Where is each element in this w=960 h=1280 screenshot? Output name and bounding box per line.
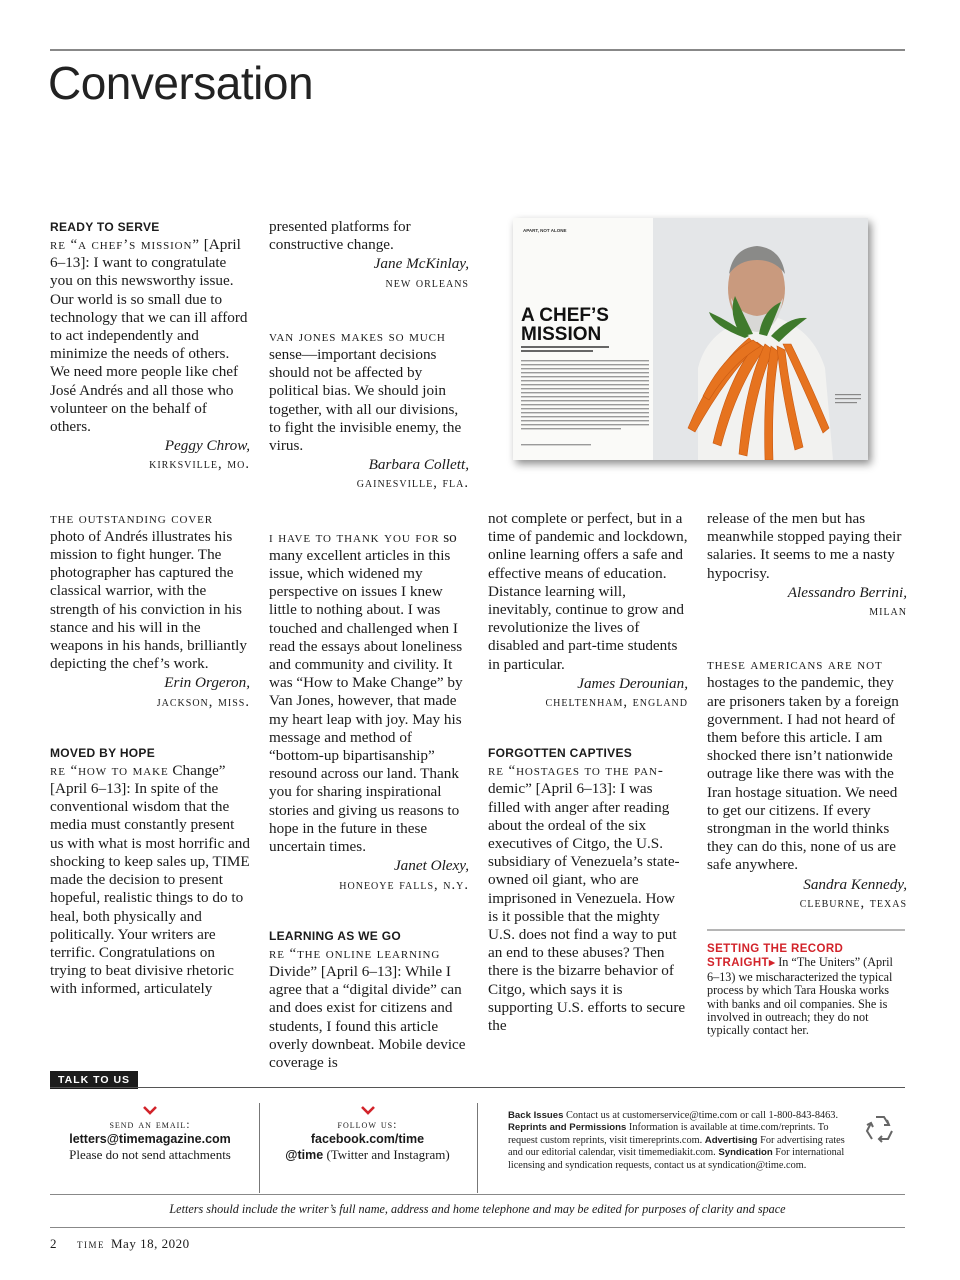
back-issues-label: Back Issues <box>508 1110 564 1121</box>
letter-signature: Alessandro Berrini, <box>787 583 907 601</box>
letter-text: demic” [April 6–13]: I was filled with anger after reading about the ordeal of the six executives of Citgo, the U.S. subsidiary of Venezuela’s state-owned oil giant, who are imprisoned in Venezuela. How is it possible that the mighty U.S. does not find a way to put an end to these abuses? Then there is the bizarre behavior of Citgo, which says it is supporting U.S. efforts to secure the <box>488 780 686 1035</box>
letter-body <box>707 656 907 874</box>
letter-body <box>269 328 469 455</box>
letter-text: so many excellent articles in this issue, which widened my perspective on issues I knew little to nothing about. I was touched and challenged when I read the essays about loneliness and community and civility. It was “How to Make Change” by Van Jones, however, that made my heart leap with joy. May his message and method of “bottom-up bipartisanship” resound across our land. Thank you for sharing inspirational stories and giving us reasons to hope in the future in these uncertain times. <box>269 528 463 856</box>
letters-column-1 <box>50 219 250 999</box>
chevron-down-icon <box>361 1106 375 1115</box>
page-folio <box>50 1236 190 1252</box>
twitter-note: (Twitter and Instagram) <box>323 1147 450 1162</box>
divider <box>259 1103 260 1193</box>
email-address-link[interactable]: letters@timemagazine.com <box>69 1132 231 1146</box>
triangle-right-icon: ▸ <box>768 957 776 970</box>
twitter-handle-link[interactable]: @time <box>285 1148 324 1162</box>
letters-column-3 <box>488 510 688 1035</box>
letter-body <box>269 945 469 1072</box>
email-contact <box>55 1106 245 1162</box>
facebook-link[interactable]: facebook.com/time <box>310 1132 425 1146</box>
back-issues-text: Contact us at customerservice@time.com or call 1-800-843-8463. <box>563 1110 839 1121</box>
letter-location: jackson, miss. <box>156 693 250 710</box>
letter-location: kirksville, mo. <box>149 456 250 473</box>
letter-signature: Jane McKinlay, <box>373 255 469 273</box>
letter-location: cleburne, texas <box>799 894 907 911</box>
reprints-label: Reprints and Permissions <box>508 1122 627 1134</box>
letters-policy-note: Letters should include the writer’s full name, address and home telephone and may be edited for purposes of clarity and space <box>169 1202 786 1216</box>
chef-photo-illustration <box>513 218 868 460</box>
section-heading: FORGOTTEN CAPTIVES <box>488 746 633 761</box>
syndication-text: For international licensing and syndication requests, contact us at syndication@time.com. <box>508 1147 845 1171</box>
spread-headline-line2: MISSION <box>521 324 602 345</box>
letter-body <box>50 510 250 674</box>
letters-column-2 <box>269 218 469 1072</box>
letter-body: release of the men but has meanwhile stopped paying their salaries. It seems to me a nasty hypocrisy. <box>707 510 902 582</box>
letter-lead: re “how to make <box>50 762 169 779</box>
letter-text: [April 6–13]: I want to congratulate you on this newsworthy issue. Our world is so small due to technology that we can ill afford to act independently and minimize the needs of others. We need more people like chef José Andrés and all those who volunteer on the behalf of others. <box>50 236 248 436</box>
letter-body: presented platforms for constructive change. <box>269 218 411 254</box>
letter-lead: re “a chef’s mission” <box>50 237 200 253</box>
advertising-text: For advertising rates and our editorial calendar, visit timemediakit.com. <box>508 1134 845 1159</box>
correction-text: In “The Uniters” (April 6–13) we mischaracterized the typical process by which Tara Houska works with banks and oil companies. She is involved in outreach; they do not typically contact her. <box>707 955 893 1038</box>
letter-lead: the outstanding cover <box>50 510 214 527</box>
article-spread-image <box>513 218 868 460</box>
letter-body <box>50 236 250 436</box>
letter-lead: i have to thank you for <box>269 529 440 546</box>
letter-location: new orleans <box>385 274 469 291</box>
reprints-text: Information is available at time.com/reprints. To request custom reprints, visit timereprints.com. <box>508 1122 829 1146</box>
letter-body <box>50 762 250 999</box>
recycle-icon <box>862 1113 898 1145</box>
footer-rule <box>50 1194 905 1195</box>
letter-lead: re “hostages to the pan- <box>488 763 664 780</box>
spread-kicker: APART, NOT ALONE <box>523 228 567 233</box>
section-heading: READY TO SERVE <box>50 220 160 234</box>
letter-text: hostages to the pandemic, they are prisoners taken by a foreign government. I had not heard of them before this article. I am shocked there isn’t nationwide outrage like there was with the Iran hostage situation. We need to get our citizens. If every strongman in the world thinks they can do this, none of us are safe anywhere. <box>707 674 899 874</box>
magazine-name: time <box>77 1236 105 1251</box>
section-title: Conversation <box>48 57 314 109</box>
social-contact <box>270 1106 465 1163</box>
service-info <box>508 1110 848 1172</box>
letter-signature: Barbara Collett, <box>368 456 469 474</box>
syndication-label: Syndication <box>718 1147 773 1159</box>
advertising-label: Advertising <box>704 1134 758 1146</box>
letter-signature: Janet Olexy, <box>393 857 469 875</box>
divider <box>477 1103 478 1193</box>
letter-lead: van jones makes so much <box>269 328 446 345</box>
section-heading: LEARNING AS WE GO <box>269 928 401 943</box>
correction-heading: SETTING THE RECORD STRAIGHT <box>707 943 844 970</box>
letter-text: photo of Andrés illustrates his mission to fight hunger. The photographer has captured the classical warrior, with the strength of his conviction in his stance and his will in the weapons in his hands, brilliantly depicting the chef’s work. <box>50 527 247 673</box>
footer-rule <box>50 1227 905 1228</box>
letter-body <box>488 762 688 1035</box>
letter-location: gainesville, fla. <box>356 475 469 492</box>
twitter-line <box>270 1147 465 1163</box>
email-label: send an email: <box>109 1117 191 1131</box>
issue-date: May 18, 2020 <box>111 1236 190 1251</box>
letters-column-4 <box>707 510 907 912</box>
section-heading: MOVED BY HOPE <box>50 745 156 760</box>
letter-text: Divide” [April 6–13]: While I agree that a “digital divide” can and does exist for citizens and students, I found this article overly downbeat. Mobile device coverage is <box>269 962 466 1071</box>
letter-location: honeoye falls, n.y. <box>339 876 469 893</box>
chevron-down-icon <box>143 1106 157 1115</box>
letter-location: cheltenham, england <box>545 694 688 711</box>
talk-rule <box>50 1087 905 1088</box>
letter-lead: re “the online learning <box>269 945 441 962</box>
top-rule <box>50 49 905 51</box>
letter-signature: Peggy Chrow, <box>164 437 250 455</box>
page-number: 2 <box>50 1236 57 1251</box>
letter-location: milan <box>869 603 907 620</box>
spread-headline-line1: A CHEF’S <box>521 305 609 326</box>
correction-note <box>707 929 905 1038</box>
letter-text: sense—important decisions should not be affected by political bias. We should join together, with all our divisions, to fight the invisible enemy, the virus. <box>269 346 462 455</box>
email-note: Please do not send attachments <box>69 1147 231 1162</box>
letter-signature: Sandra Kennedy, <box>803 875 907 893</box>
letter-body <box>269 529 469 857</box>
letter-signature: Erin Orgeron, <box>164 674 250 692</box>
follow-label: follow us: <box>337 1117 398 1131</box>
letter-body: not complete or perfect, but in a time of pandemic and lockdown, online learning offers a safe and effective means of education. Distance learning will, inevitably, continue to grow and revolutionize the lives of disabled and part-time students in particular. <box>488 510 688 673</box>
talk-to-us-tag: TALK TO US <box>50 1071 138 1089</box>
letter-text: Change” [April 6–13]: In spite of the conventional wisdom that the media must constantly present us with what is most horrific and shocking to keep sales up, TIME made the decision to present hopeful, realistic things to do to heal, both physically and politically. Your writers are terrific. Congratulations on trying to beat divisive rhetoric with informed, articulately <box>50 761 250 998</box>
letter-signature: James Derounian, <box>577 674 688 692</box>
letter-lead: these americans are not <box>707 657 883 674</box>
